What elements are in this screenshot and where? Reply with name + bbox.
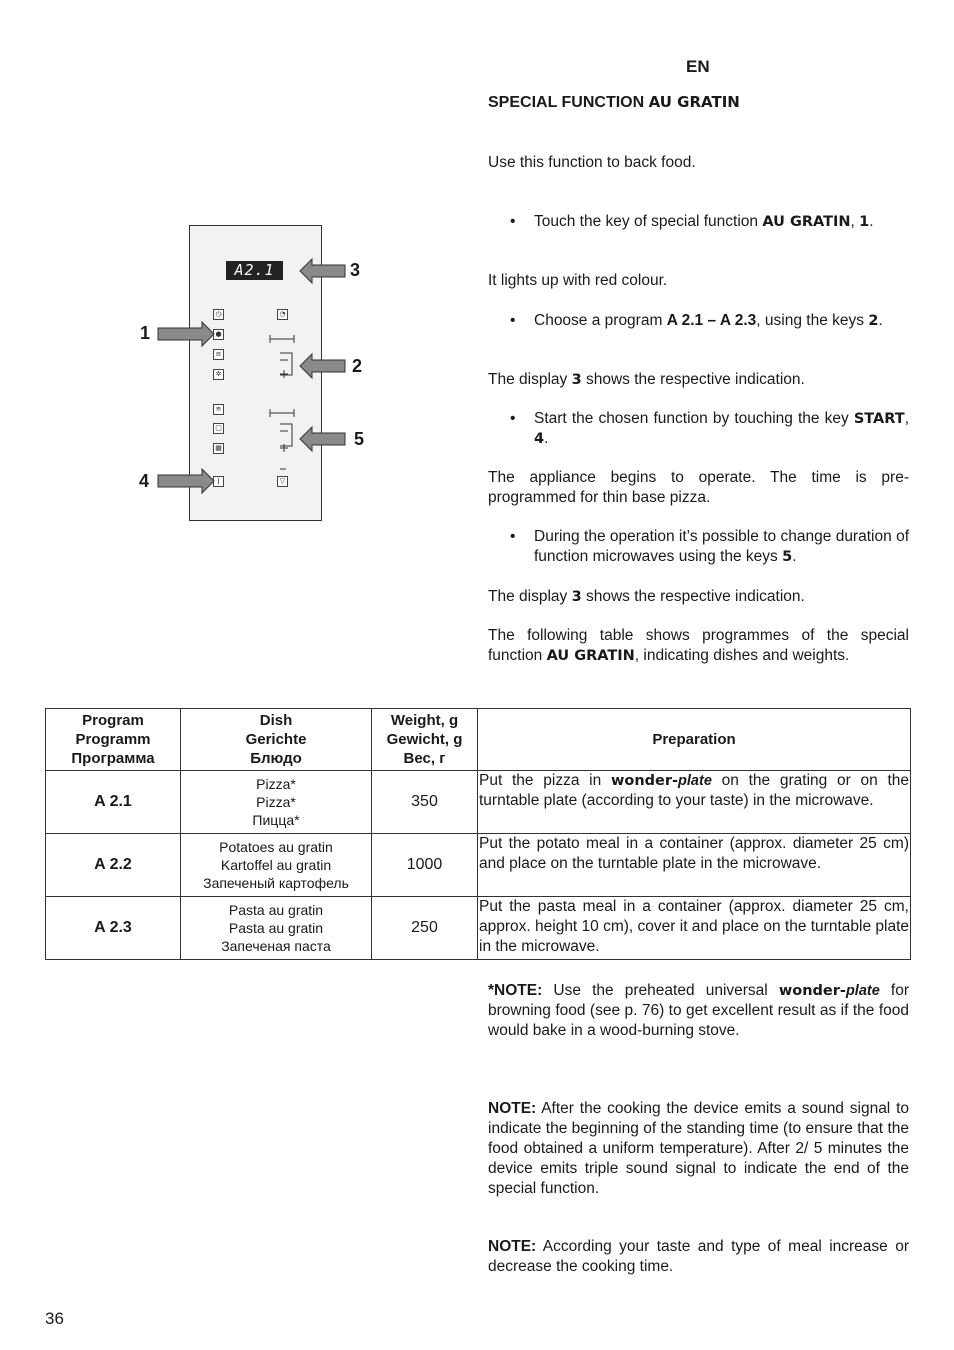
section-title [488,93,740,112]
program-cell: A 2.2 [46,834,181,897]
section-title-function: AU GRATIN [648,93,740,111]
callout-2: 2 [352,356,363,376]
header-dish: Dish Gerichte Блюдо [181,709,372,771]
panel-display: A2.1 [226,261,283,280]
oven-icon: □ [213,423,224,434]
lights-text: It lights up with red colour. [488,272,668,289]
step-4: • During the operation it’s possible to change duration of function microwaves using the keys 5. [510,528,909,565]
clock-icon: ◷ [213,309,224,320]
weight-cell: 250 [372,897,478,960]
step-1: • Touch the key of special function AU GRATIN, 1. [510,213,874,230]
page-number: 36 [45,1309,64,1328]
step-2: • Choose a program A 2.1 – A 2.3, using the keys 2. [510,312,883,329]
operate-text: The appliance begins to operate. The time is pre-programmed for thin base pizza. [488,469,909,506]
table-row [46,897,911,960]
fan-oven-icon: ▦ [213,443,224,454]
defrost-icon: ✲ [213,369,224,380]
dish-cell: Pasta au gratin Pasta au gratin Запеченая паста [181,897,372,960]
callout-1: 1 [140,323,151,343]
combi-icon: ≋ [213,404,224,415]
intro-text: Use this function to back food. [488,154,696,171]
callout-arrows [150,255,350,495]
preparation-cell: Put the pasta meal in a container (approx. diameter 25 cm, approx. height 10 cm), cover it and place on the turntable plate in the microwave. [478,897,911,960]
timer-icon: ◔ [277,309,288,320]
program-cell: A 2.3 [46,897,181,960]
preparation-cell: Put the pizza in wonder-plate on the grating or on the turntable plate (according to your taste) in the microwave. [478,771,911,834]
stop-icon: ǀ [213,476,224,487]
table-header-row [46,709,911,771]
header-program: Program Programm Программа [46,709,181,771]
table-row [46,771,911,834]
plate-icon: ● [213,329,224,340]
header-weight: Weight, g Gewicht, g Вес, г [372,709,478,771]
callout-4: 4 [139,471,150,491]
start-icon: ▽ [277,476,288,487]
note-wonder-plate: *NOTE: Use the preheated universal wonder-plate for browning food (see p. 76) to get excellent result as if the food would bake in a wood-burning stove. [488,982,910,1039]
callout-3: 3 [350,260,361,280]
callout-5: 5 [354,429,365,449]
weight-cell: 350 [372,771,478,834]
display-text-2: The display 3 shows the respective indication. [488,588,805,605]
header-preparation: Preparation [478,709,911,771]
note-cooking-time: NOTE: According your taste and type of meal increase or decrease the cooking time. [488,1238,909,1275]
preparation-cell: Put the potato meal in a container (approx. diameter 25 cm) and place on the turntable plate in the microwave. [478,834,911,897]
dish-cell: Pizza* Pizza* Пицца* [181,771,372,834]
note-sound-signal: NOTE: After the cooking the device emits a sound signal to indicate the beginning of the standing time (to ensure that the food obtained a uniform temperature). After 2/ 5 minutes the device emits triple sound signal to indicate the end of the special function. [488,1100,910,1197]
step-3: • Start the chosen function by touching the key START, 4. [510,410,909,447]
section-title-prefix: SPECIAL FUNCTION [488,94,645,111]
weight-cell: 1000 [372,834,478,897]
program-table [45,708,911,960]
grill-icon: ≡ [213,349,224,360]
dish-cell: Potatoes au gratin Kartoffel au gratin Запеченый картофель [181,834,372,897]
table-intro-text: The following table shows programmes of the special function AU GRATIN, indicating dishes and weights. [488,627,909,664]
program-cell: A 2.1 [46,771,181,834]
language-label: EN [686,57,710,76]
display-text-1: The display 3 shows the respective indication. [488,371,805,388]
table-row [46,834,911,897]
